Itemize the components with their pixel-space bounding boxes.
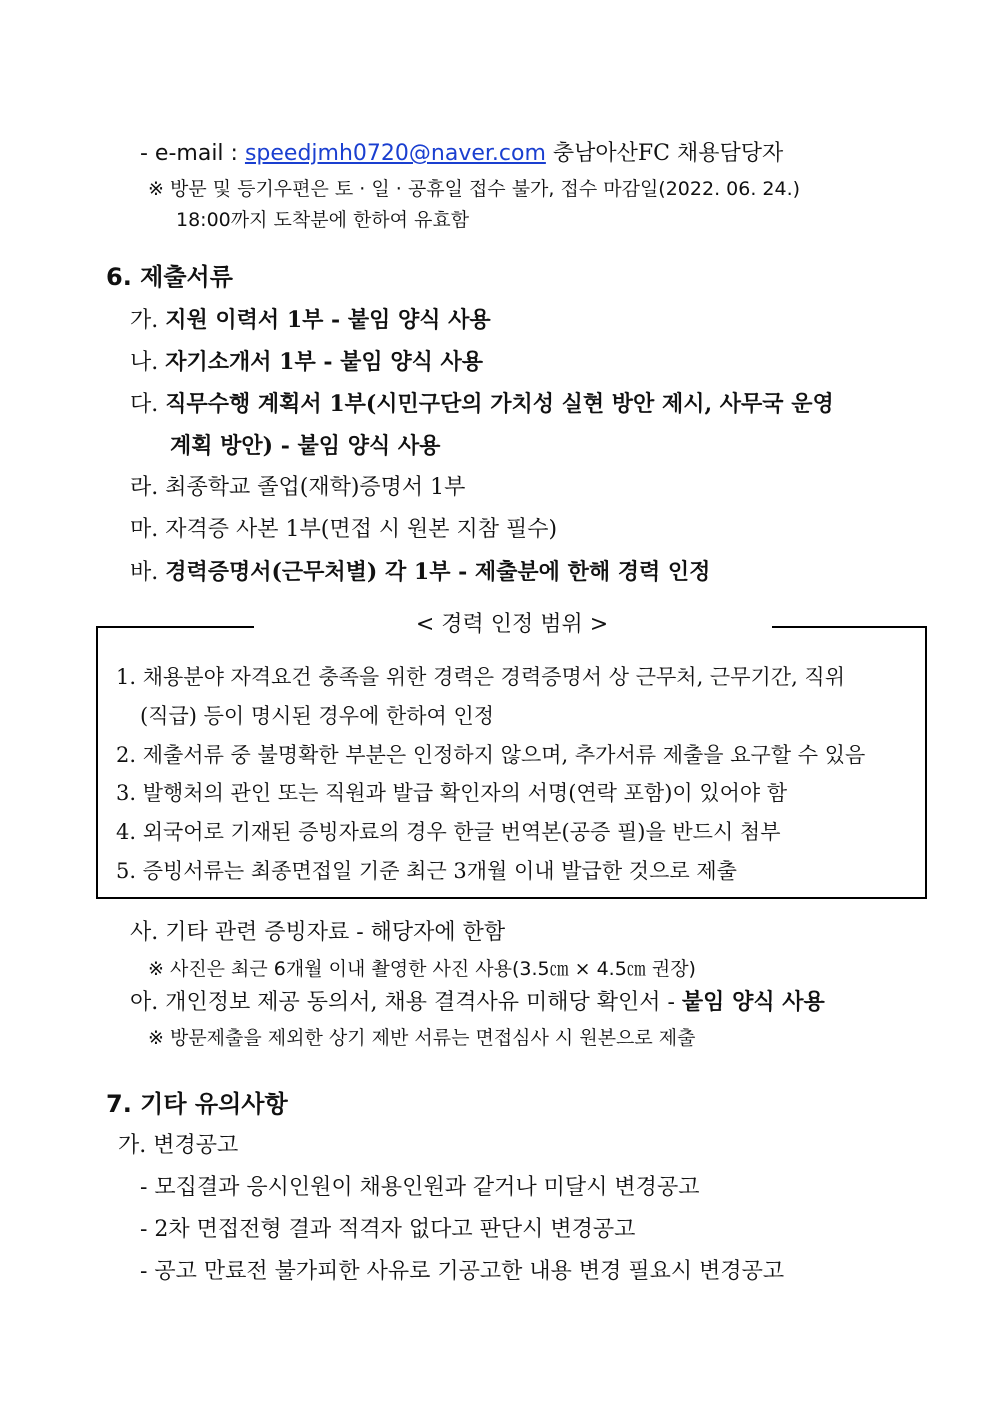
visit-note-cont: 18:00까지 도착분에 한하여 유효함 [176,209,470,231]
doc-item-ba [130,557,710,588]
visit-note: ※ 방문 및 등기우편은 토 · 일 · 공휴일 접수 불가, 접수 마감일(2022. 06. 24.) [148,178,801,200]
item-bold: 붙임 양식 사용 [681,989,825,1015]
doc-item-ma: 마. 자격증 사본 1부(면접 시 원본 지참 필수) [130,517,558,542]
career-item-1-cont: (직급) 등이 명시된 경우에 한하여 인정 [140,704,495,728]
doc-item-ra: 라. 최종학교 졸업(재학)증명서 1부 [130,475,466,500]
item-marker: 가. [130,308,166,333]
career-box-title: < 경력 인정 범위 > [415,612,609,637]
doc-item-sa: 사. 기타 관련 증빙자료 - 해당자에 한함 [130,920,506,945]
item-text: 경력증명서(근무처별) 각 1부 - 제출분에 한해 경력 인정 [165,559,711,585]
notice-ga: 가. 변경공고 [118,1133,239,1158]
doc-item-a [130,987,825,1018]
career-item-5: 5. 증빙서류는 최종면접일 기준 최근 3개월 이내 발급한 것으로 제출 [116,859,737,883]
photo-note: ※ 사진은 최근 6개월 이내 촬영한 사진 사용(3.5㎝ × 4.5㎝ 권장) [148,958,696,980]
doc-item-da [130,389,834,420]
doc-item-na [130,347,483,378]
original-note: ※ 방문제출을 제외한 상기 제반 서류는 면접심사 시 원본으로 제출 [148,1027,696,1049]
career-item-2: 2. 제출서류 중 불명확한 부분은 인정하지 않으며, 추가서류 제출을 요구할 수 있음 [116,743,866,767]
item-marker: 다. [130,392,166,417]
notice-item-3: - 공고 만료전 불가피한 사유로 기공고한 내용 변경 필요시 변경공고 [140,1259,785,1284]
notice-item-1: - 모집결과 응시인원이 채용인원과 같거나 미달시 변경공고 [140,1175,700,1200]
item-marker: 나. [130,350,166,375]
item-text: 자기소개서 1부 - 붙임 양식 사용 [165,349,484,375]
career-item-4: 4. 외국어로 기재된 증빙자료의 경우 한글 번역본(공증 필)을 반드시 첨부 [116,820,781,844]
item-text: 아. 개인정보 제공 동의서, 채용 결격사유 미해당 확인서 - [130,990,682,1015]
notice-item-2: - 2차 면접전형 결과 적격자 없다고 판단시 변경공고 [140,1217,636,1242]
section6-title: 6. 제출서류 [106,263,233,291]
doc-item-ga [130,305,491,336]
item-text: 지원 이력서 1부 - 붙임 양식 사용 [165,307,491,333]
item-text: 직무수행 계획서 1부(시민구단의 가치성 실현 방안 제시, 사무국 운영 [165,391,834,417]
email-link[interactable]: speedjmh0720@naver.com [244,141,546,166]
section7-title: 7. 기타 유의사항 [106,1090,288,1118]
contact-prefix: - e-mail : [140,141,245,166]
item-marker: 바. [130,560,166,585]
career-item-3: 3. 발행처의 관인 또는 직원과 발급 확인자의 서명(연락 포함)이 있어야 함 [116,781,788,805]
contact-line [140,139,783,169]
career-item-1: 1. 채용분야 자격요건 충족을 위한 경력은 경력증명서 상 근무처, 근무기간, 직위 [116,665,846,689]
doc-item-da-cont: 계획 방안) - 붙임 양식 사용 [170,433,441,459]
contact-suffix: 충남아산FC 채용담당자 [545,141,784,166]
